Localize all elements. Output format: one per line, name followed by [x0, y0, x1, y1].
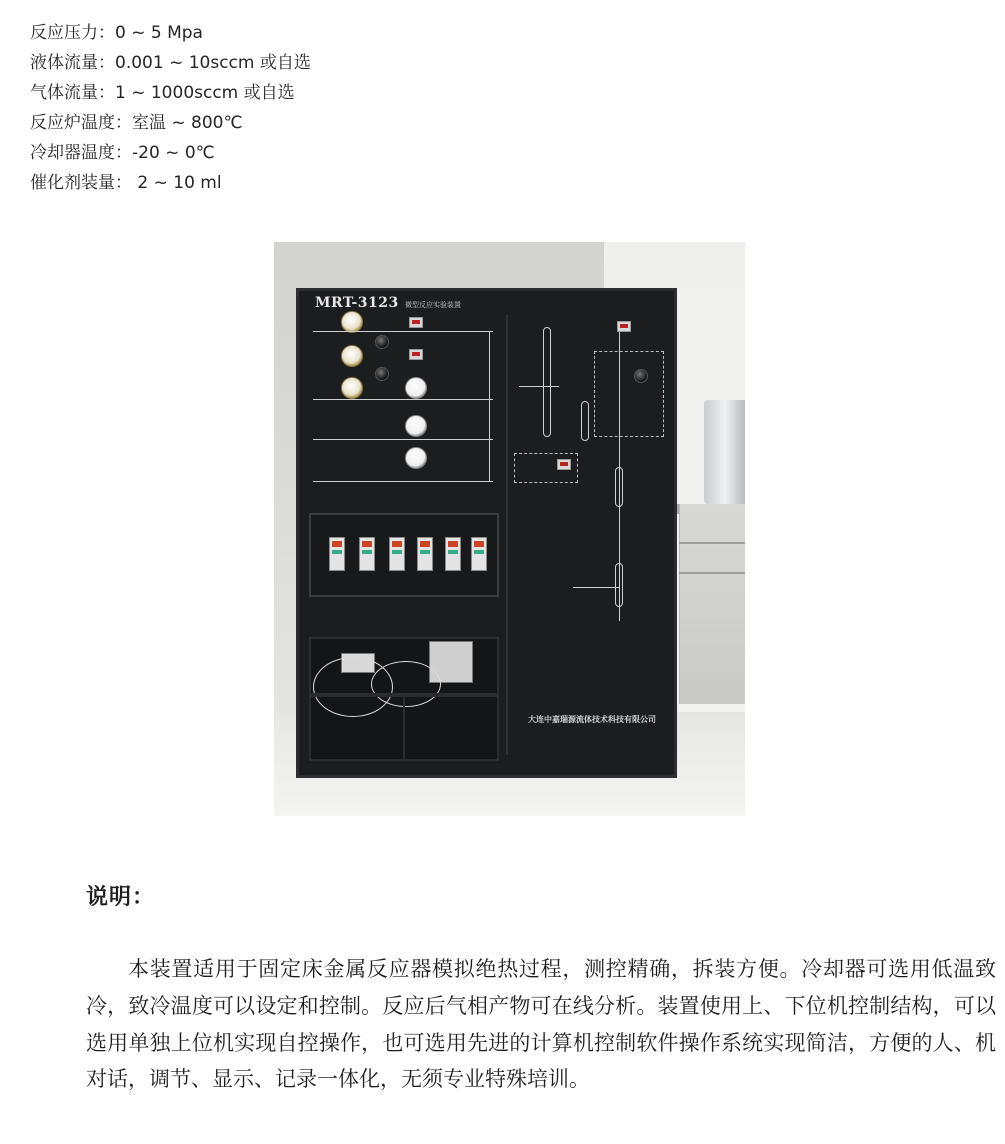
valve-knob-icon	[375, 335, 389, 349]
temperature-controller-box	[309, 513, 499, 597]
separator-tube	[581, 401, 589, 441]
tubing-coil	[371, 661, 441, 707]
lab-instrument	[704, 400, 745, 504]
spec-label: 反应炉温度：	[30, 113, 132, 133]
pipe-line	[313, 439, 493, 440]
temperature-controller	[417, 537, 433, 571]
lab-bench	[679, 504, 745, 704]
description-body: 本装置适用于固定床金属反应器模拟绝热过程，测控精确，拆装方便。冷却器可选用低温致冷，致冷温度可以设定和控制。反应后气相产物可在线分析。装置使用上、下位机控制结构，可以选用单独上位机实现自控操作，也可选用先进的计算机控制软件操作系统实现简洁，方便的人、机对话，调节、显示、记录一体化，无须专业特殊培训。	[86, 957, 996, 1092]
product-photo	[274, 242, 745, 816]
lower-cabinet	[309, 637, 499, 761]
pressure-gauge-icon	[341, 311, 363, 333]
spec-row	[30, 78, 311, 108]
bench-drawer-line	[679, 542, 745, 544]
pressure-gauge-icon	[405, 377, 427, 399]
pressure-gauge-icon	[405, 447, 427, 469]
spec-label: 反应压力：	[30, 23, 115, 43]
pipe-line	[313, 331, 493, 332]
spec-row	[30, 48, 311, 78]
panel-model-title: MRT-3123	[315, 295, 399, 311]
control-panel	[296, 288, 677, 778]
temperature-controller	[329, 537, 345, 571]
temperature-controller	[445, 537, 461, 571]
spec-row	[30, 138, 311, 168]
temperature-display-icon	[557, 459, 571, 470]
spec-label: 液体流量：	[30, 53, 115, 73]
description-title: 说明：	[86, 885, 156, 910]
spec-row	[30, 168, 311, 198]
pipe-line	[619, 331, 620, 621]
pressure-gauge-icon	[341, 345, 363, 367]
spec-value: 0 ~ 5 Mpa	[115, 23, 203, 43]
spec-value: 0.001 ~ 10sccm 或自选	[115, 53, 311, 73]
temperature-controller	[359, 537, 375, 571]
pipe-line	[519, 386, 559, 387]
spec-label: 催化剂装量：	[30, 173, 132, 193]
bench-drawer-line	[679, 572, 745, 574]
cabinet-door-split	[403, 697, 405, 759]
pipe-line	[489, 331, 490, 481]
reactor-tube	[543, 327, 551, 437]
spec-value: 室温 ~ 800℃	[132, 113, 243, 133]
spec-value: 2 ~ 10 ml	[132, 173, 222, 193]
spec-label: 冷却器温度：	[30, 143, 132, 163]
pipe-line	[313, 481, 493, 482]
pressure-gauge-icon	[405, 415, 427, 437]
temperature-display-icon	[617, 321, 631, 332]
panel-company-name: 大连中嘉瑞源流体技术科技有限公司	[528, 715, 656, 724]
spec-value: -20 ~ 0℃	[132, 143, 215, 163]
spec-label: 气体流量：	[30, 83, 115, 103]
spec-row	[30, 108, 311, 138]
temperature-controller	[471, 537, 487, 571]
pipe-line	[313, 399, 493, 400]
valve-knob-icon	[634, 369, 648, 383]
spec-list	[30, 18, 311, 198]
flow-display-icon	[409, 317, 423, 328]
valve-knob-icon	[375, 367, 389, 381]
pipe-line	[573, 587, 619, 588]
temperature-controller	[389, 537, 405, 571]
spec-row	[30, 18, 311, 48]
process-box	[594, 351, 664, 437]
panel-subtitle: 微型反应实验装置	[405, 301, 461, 309]
flow-display-icon	[409, 349, 423, 360]
spec-value: 1 ~ 1000sccm 或自选	[115, 83, 295, 103]
panel-divider	[506, 315, 508, 755]
pressure-gauge-icon	[341, 377, 363, 399]
